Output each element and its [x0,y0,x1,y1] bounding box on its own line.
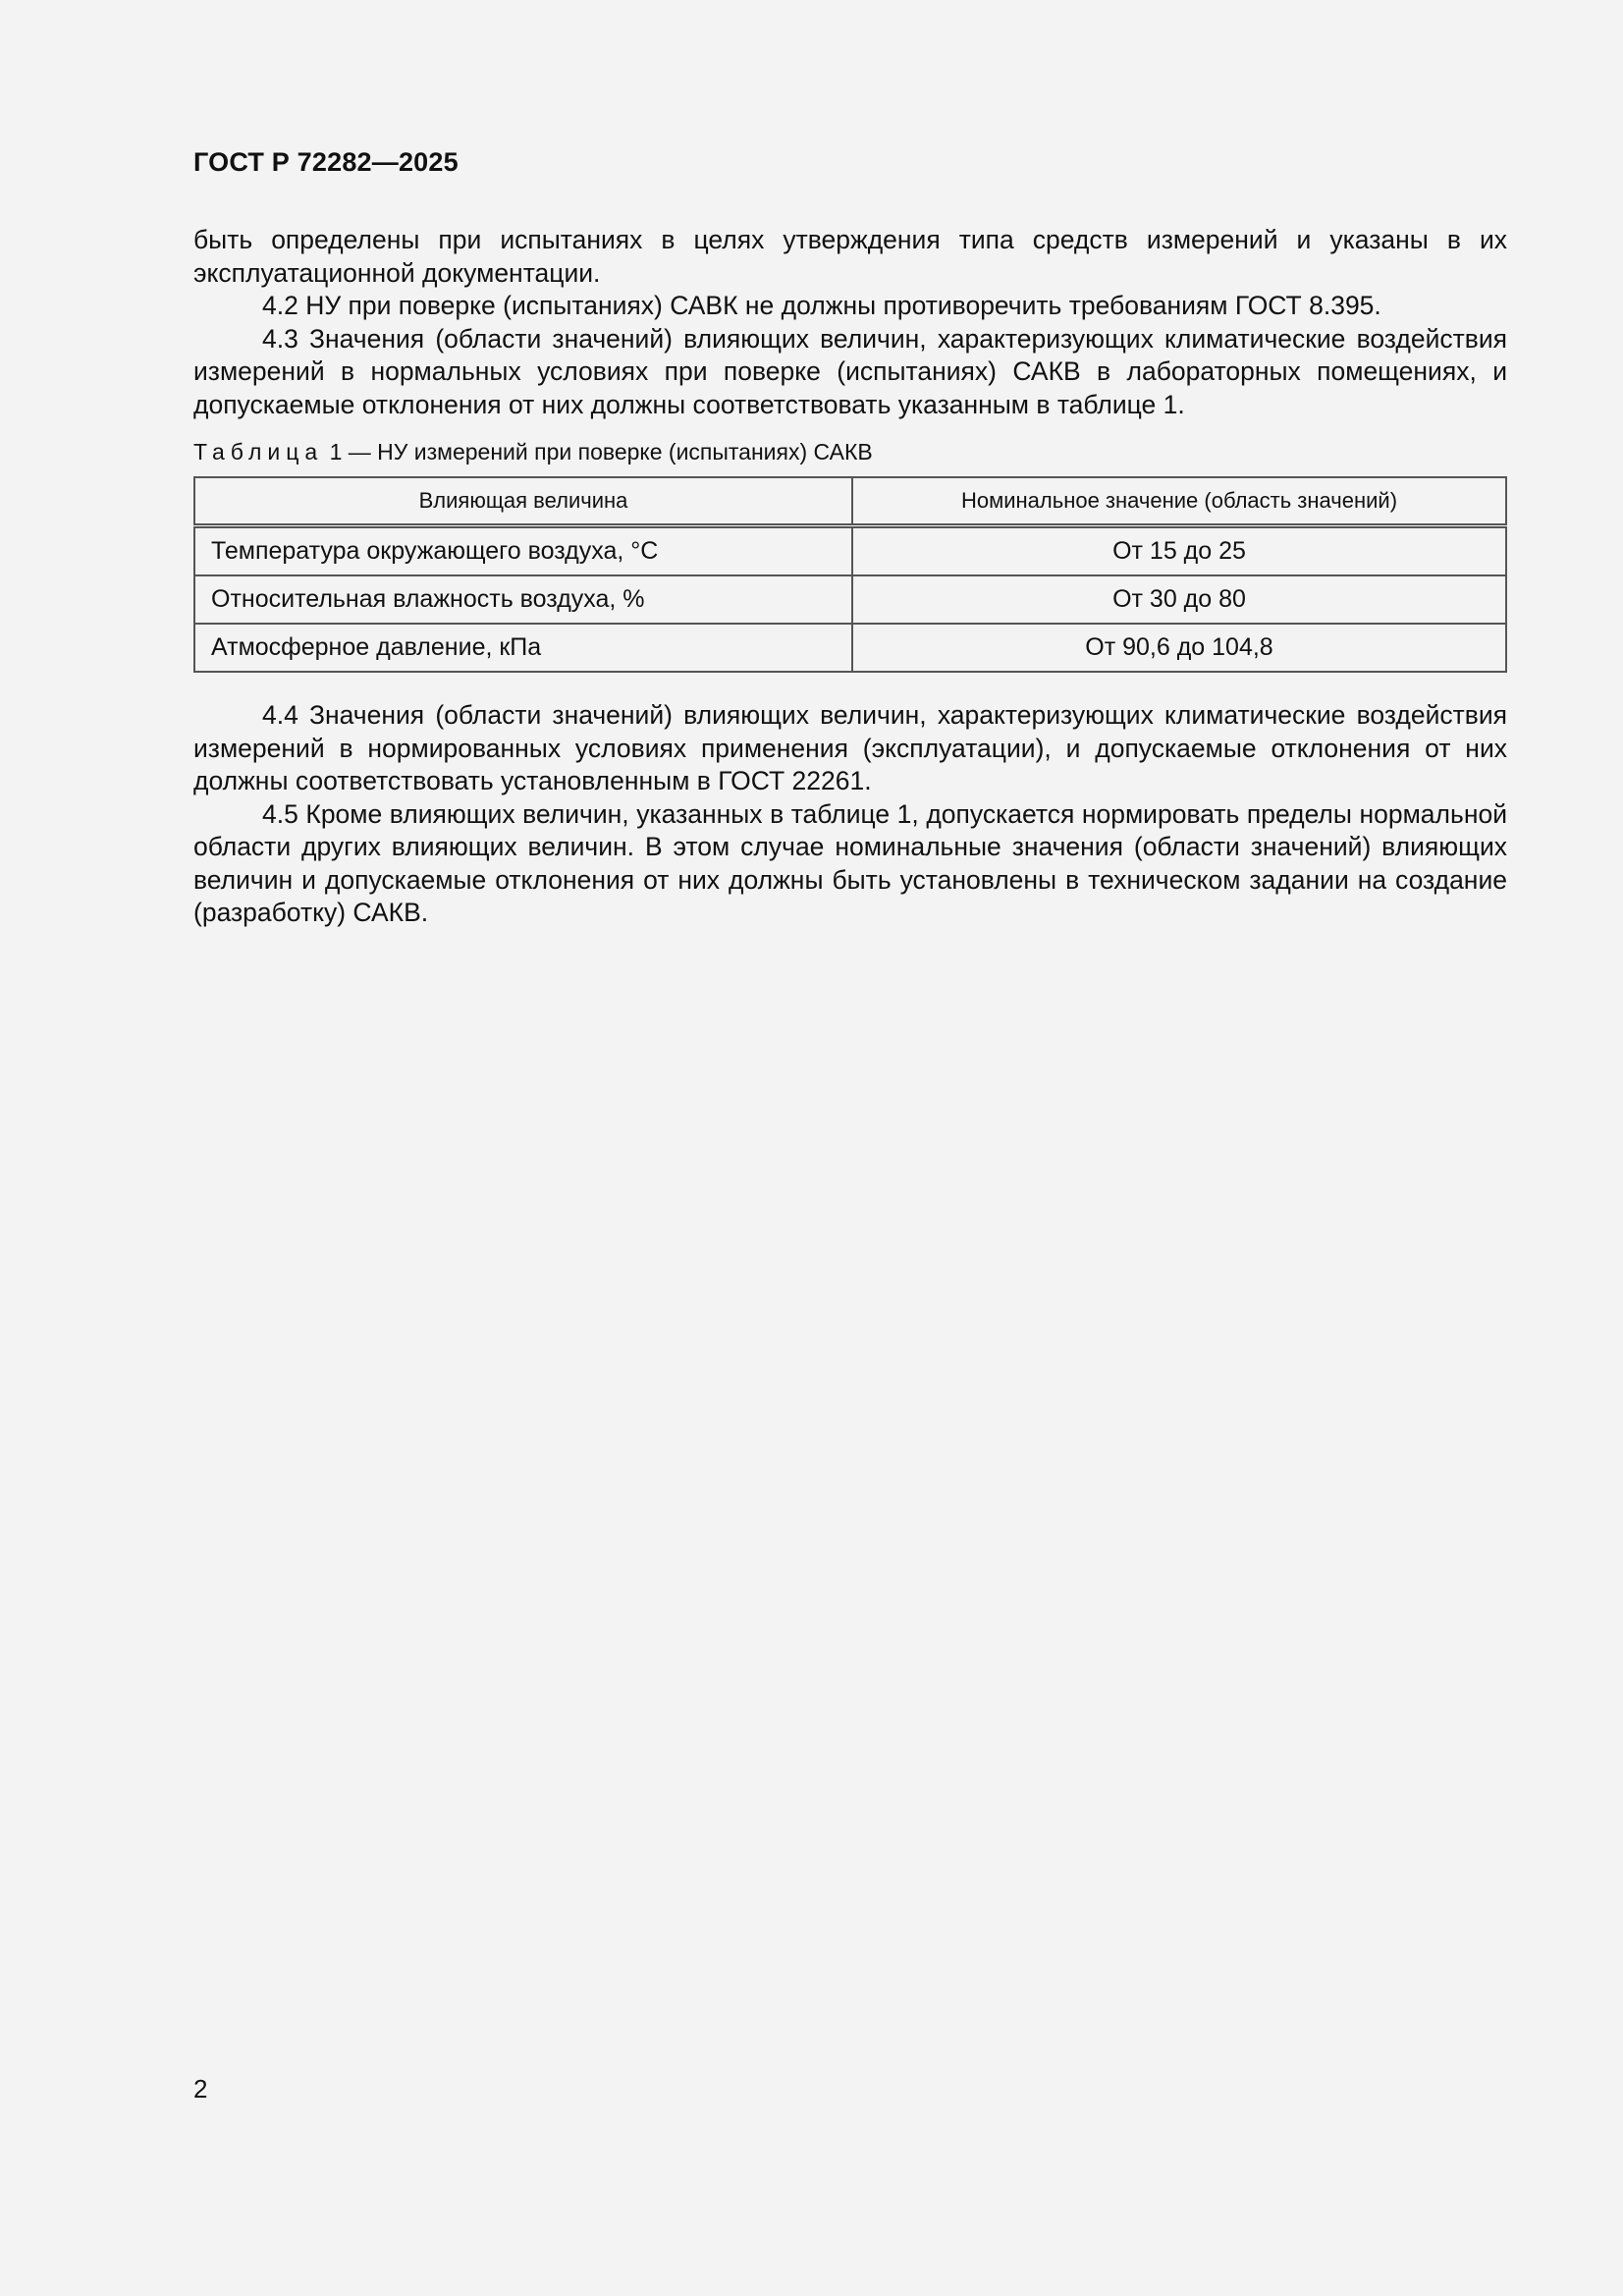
table-row [194,624,1506,672]
table-caption [193,437,1507,466]
paragraph-4-3: 4.3 Значения (области значений) влияющих величин, характеризующих климатические воздействия измерений в нормальных условиях при поверке (испытаниях) САКВ в лабораторных помещениях, и допускаемые отклонения от них должны соответствовать указанным в таблице 1. [193,323,1507,419]
table-header-cell: Влияющая величина [194,477,852,526]
document-header: ГОСТ Р 72282—2025 [193,147,459,177]
table-header-row [194,477,1506,526]
page-number: 2 [193,2074,208,2104]
document-body [193,224,1507,930]
paragraph-continuation: быть определены при испытаниях в целях утверждения типа средств измерений и указаны в их эксплуатационной документации. [193,225,1507,288]
paragraph-4-5: 4.5 Кроме влияющих величин, указанных в таблице 1, допускается нормировать пределы нормальной области других влияющих величин. В этом случае номинальные значения (области значений) влияющих величин и допускаемые отклонения от них должны быть установлены в техническом задании на создание (разработку) САКВ. [193,798,1507,927]
paragraph-4-2: 4.2 НУ при поверке (испытаниях) САВК не должны противоречить требованиям ГОСТ 8.395. [262,291,1381,320]
table-cell-value: От 15 до 25 [852,526,1506,576]
table-cell-parameter: Относительная влажность воздуха, % [194,575,852,624]
table-cell-value: От 90,6 до 104,8 [852,624,1506,672]
conditions-table [193,476,1507,673]
table-cell-parameter: Температура окружающего воздуха, °С [194,526,852,576]
table-cell-parameter: Атмосферное давление, кПа [194,624,852,672]
table-cell-value: От 30 до 80 [852,575,1506,624]
table-caption-label: Таблица [193,439,324,465]
table-row [194,526,1506,576]
table-caption-text: 1 — НУ измерений при поверке (испытаниях) САКВ [329,439,873,465]
table-header-cell: Номинальное значение (область значений) [852,477,1506,526]
paragraph-4-4: 4.4 Значения (области значений) влияющих величин, характеризующих климатические воздействия измерений в нормированных условиях применения (эксплуатации), и допускаемые отклонения от них должны соответствовать установленным в ГОСТ 22261. [193,700,1507,795]
table-row [194,575,1506,624]
